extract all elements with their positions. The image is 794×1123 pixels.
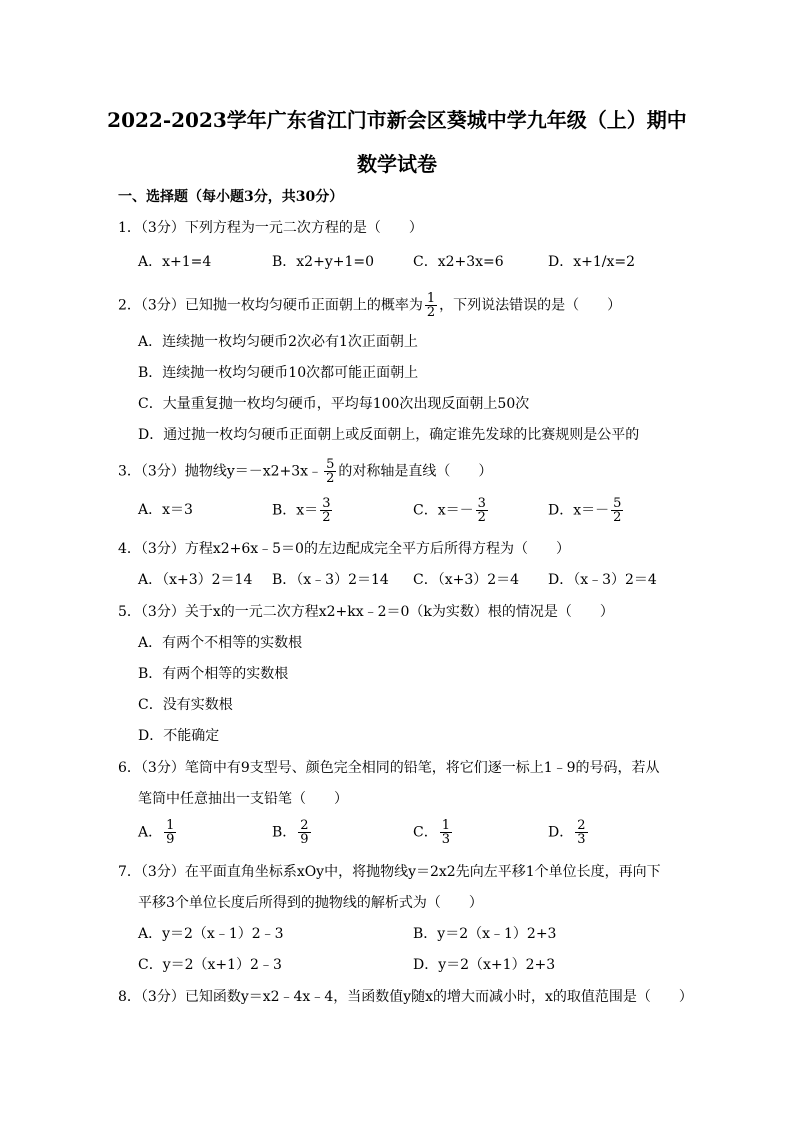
q6-c-den: 3 [441, 832, 450, 847]
q2-stem-post: ，下列说法错误的是（ ） [439, 297, 622, 314]
q7-option-a: A．y＝2（x﹣1）2﹣3 [138, 926, 284, 942]
q3-stem-post: 的对称轴是直线（ ） [338, 463, 493, 480]
q3-c-label: C．x＝－ [413, 502, 474, 519]
q6-b-fraction [298, 819, 310, 846]
question-1-stem: 1．（3分）下列方程为一元二次方程的是（ ） [118, 220, 423, 236]
q1-option-a: A．x+1=4 [138, 254, 212, 270]
q3-fraction [324, 458, 336, 485]
exam-title-line2: 数学试卷 [357, 152, 437, 176]
q6-b-den: 9 [300, 832, 309, 847]
q6-a-den: 9 [166, 832, 175, 847]
q7-option-b: B．y＝2（x﹣1）2+3 [413, 926, 557, 942]
q3-b-den: 2 [322, 510, 331, 525]
q3-b-fraction [320, 497, 332, 524]
q4-option-a: A．（x+3）2＝14 [138, 572, 253, 588]
q5-option-a: A．有两个不相等的实数根 [138, 635, 303, 651]
q6-option-d [548, 819, 590, 846]
q2-fraction [425, 292, 437, 319]
q3-b-label: B．x＝ [272, 502, 319, 519]
q6-c-fraction [440, 819, 452, 846]
q3-option-d [548, 497, 625, 524]
q3-option-c [413, 497, 490, 524]
q3-frac-num: 5 [326, 457, 335, 472]
question-6-stem-line1: 6．（3分）笔筒中有9支型号、颜色完全相同的铅笔，将它们逐一标上1﹣9的号码，若从 [118, 760, 660, 776]
q6-a-fraction [164, 819, 176, 846]
question-5-stem: 5．（3分）关于x的一元二次方程x2+kx﹣2＝0（k为实数）根的情况是（ ） [118, 604, 614, 620]
q4-option-d: D．（x﹣3）2＝4 [548, 572, 657, 588]
q2-option-b: B．连续抛一枚均匀硬币10次都可能正面朝上 [138, 365, 419, 381]
q6-d-num: 2 [577, 818, 586, 833]
q6-a-label: A． [138, 824, 163, 841]
q6-b-num: 2 [300, 818, 309, 833]
question-7-stem-line2: 平移3个单位长度后所得到的抛物线的解析式为（ ） [138, 895, 483, 911]
q6-option-a [138, 819, 178, 846]
q4-option-c: C．（x+3）2＝4 [413, 572, 520, 588]
q2-frac-den: 2 [426, 305, 436, 320]
q3-d-fraction [611, 497, 623, 524]
q6-b-label: B． [272, 824, 297, 841]
q3-b-num: 3 [322, 496, 331, 511]
exam-title-line1: 2022-2023学年广东省江门市新会区葵城中学九年级（上）期中 [107, 108, 687, 132]
q5-option-c: C．没有实数根 [138, 697, 233, 713]
q7-option-d: D．y＝2（x+1）2+3 [413, 957, 556, 973]
q3-option-b [272, 497, 334, 524]
q6-c-num: 1 [441, 818, 450, 833]
question-4-stem: 4．（3分）方程x2+6x﹣5＝0的左边配成完全平方后所得方程为（ ） [118, 541, 570, 557]
q4-option-b: B．（x﹣3）2＝14 [272, 572, 389, 588]
q1-option-c: C．x2+3x=6 [413, 254, 504, 270]
q3-option-a: A．x＝3 [138, 502, 193, 518]
q3-d-num: 5 [613, 496, 622, 511]
q7-option-c: C．y＝2（x+1）2﹣3 [138, 957, 282, 973]
question-3-stem [118, 458, 492, 485]
q6-d-label: D． [548, 824, 574, 841]
q2-option-a: A．连续抛一枚均匀硬币2次必有1次正面朝上 [138, 334, 418, 350]
question-8-stem: 8．（3分）已知函数y＝x2﹣4x﹣4，当函数值y随x的增大而减小时，x的取值范围是（ ） [118, 989, 693, 1005]
q2-option-c: C．大量重复抛一枚均匀硬币，平均每100次出现反面朝上50次 [138, 396, 530, 412]
q3-d-den: 2 [613, 510, 622, 525]
q3-c-num: 3 [477, 496, 486, 511]
q1-option-b: B．x2+y+1=0 [272, 254, 375, 270]
q6-d-fraction [575, 819, 587, 846]
q6-a-num: 1 [166, 818, 175, 833]
q6-option-b [272, 819, 313, 846]
q3-c-den: 2 [477, 510, 486, 525]
q3-c-fraction [476, 497, 488, 524]
q3-stem-pre: 3．（3分）抛物线y＝－x2+3x﹣ [118, 463, 323, 480]
q6-c-label: C． [413, 824, 438, 841]
question-7-stem-line1: 7．（3分）在平面直角坐标系xOy中，将抛物线y＝2x2先向左平移1个单位长度，再向下 [118, 864, 661, 880]
q6-option-c [413, 819, 454, 846]
q6-d-den: 3 [577, 832, 586, 847]
q2-option-d: D．通过抛一枚均匀硬币正面朝上或反面朝上，确定谁先发球的比赛规则是公平的 [138, 427, 640, 443]
q3-frac-den: 2 [326, 471, 335, 486]
q2-frac-num: 1 [426, 291, 436, 306]
section-heading: 一、选择题（每小题3分，共30分） [118, 189, 344, 205]
q2-stem-pre: 2．（3分）已知抛一枚均匀硬币正面朝上的概率为 [118, 297, 423, 314]
question-6-stem-line2: 笔筒中任意抽出一支铅笔（ ） [138, 791, 348, 807]
q3-d-label: D．x＝－ [548, 502, 610, 519]
q5-option-b: B．有两个相等的实数根 [138, 666, 289, 682]
q1-option-d: D．x+1/x=2 [548, 254, 636, 270]
question-2-stem [118, 292, 621, 319]
q5-option-d: D．不能确定 [138, 728, 220, 744]
